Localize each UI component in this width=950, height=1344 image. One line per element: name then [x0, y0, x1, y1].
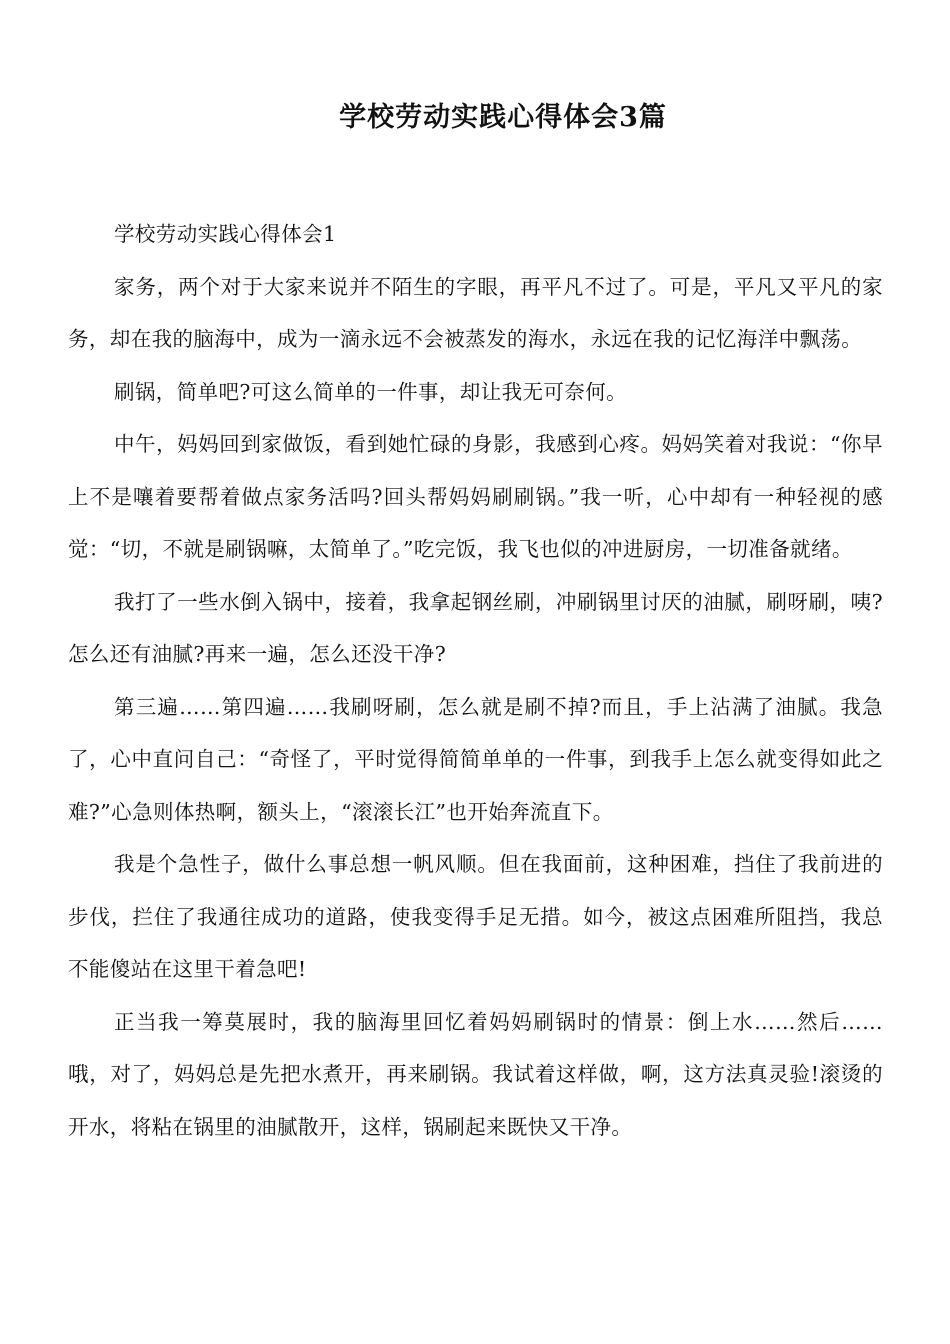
paragraph-6: 我是个急性子，做什么事总想一帆风顺。但在我面前，这种困难，挡住了我前进的步伐，拦住了我通往成功的道路，使我变得手足无措。如今，被这点困难所阻挡，我总不能傻站在这里干着急吧! [68, 852, 883, 981]
document-body [68, 208, 883, 1153]
paragraph-3: 中午，妈妈回到家做饭，看到她忙碌的身影，我感到心疼。妈妈笑着对我说：“你早上不是嚷着要帮着做点家务活吗?回头帮妈妈刷刷锅。”我一听，心中却有一种轻视的感觉：“切，不就是刷锅嘛，太简单了。”吃完饭，我飞也似的冲进厨房，一切准备就绪。 [68, 432, 883, 561]
paragraph-4: 我打了一些水倒入锅中，接着，我拿起钢丝刷，冲刷锅里讨厌的油腻，刷呀刷，咦?怎么还有油腻?再来一遍，怎么还没干净? [68, 589, 883, 666]
section-heading: 学校劳动实践心得体会1 [114, 222, 337, 246]
paragraph-1: 家务，两个对于大家来说并不陌生的字眼，再平凡不过了。可是，平凡又平凡的家务，却在我的脑海中，成为一滴永远不会被蒸发的海水，永远在我的记忆海洋中飘荡。 [68, 274, 883, 351]
paragraph-5: 第三遍……第四遍……我刷呀刷，怎么就是刷不掉?而且，手上沾满了油腻。我急了，心中直问自己：“奇怪了，平时觉得简简单单的一件事，到我手上怎么就变得如此之难?”心急则体热啊，额头上，“滚滚长江”也开始奔流直下。 [68, 694, 883, 824]
paragraph-2: 刷锅，简单吧?可这么简单的一件事，却让我无可奈何。 [114, 379, 627, 404]
paragraph-7: 正当我一筹莫展时，我的脑海里回忆着妈妈刷锅时的情景：倒上水……然后……哦，对了，妈妈总是先把水煮开，再来刷锅。我试着这样做，啊，这方法真灵验!滚烫的开水，将粘在锅里的油腻散开，这样，锅刷起来既快又干净。 [68, 1009, 883, 1139]
document-title: 学校劳动实践心得体会3篇 [339, 102, 667, 133]
